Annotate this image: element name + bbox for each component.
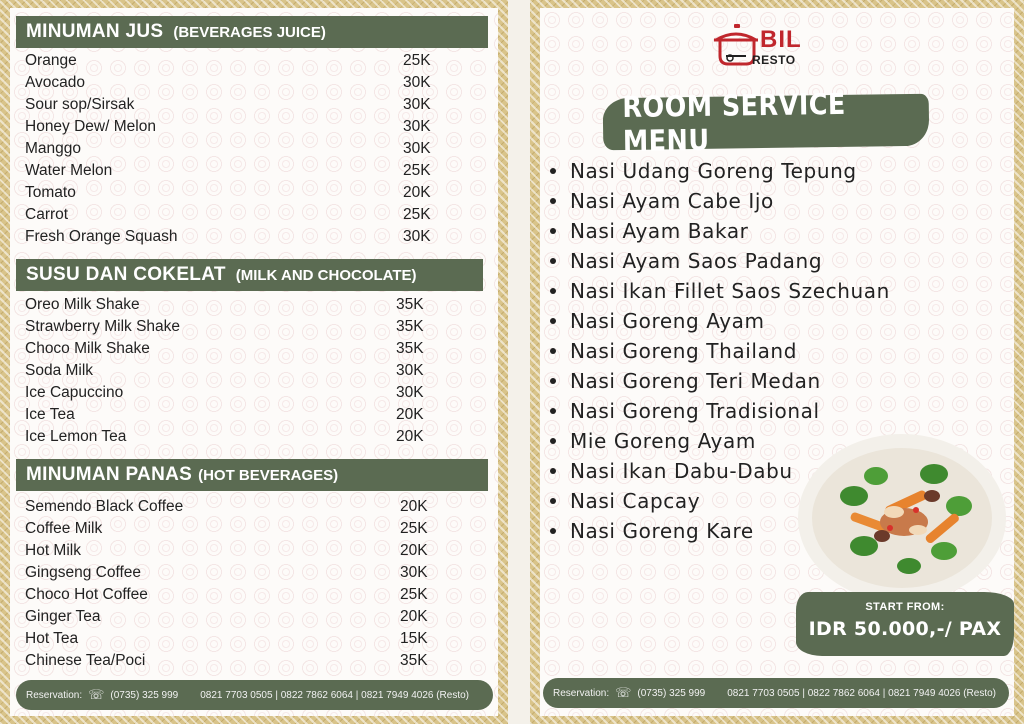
dish-name: Nasi Udang Goreng Tepung bbox=[570, 159, 857, 183]
item-price: 35K bbox=[396, 340, 424, 357]
list-item bbox=[546, 276, 906, 306]
bullet-icon bbox=[550, 468, 556, 474]
section-title: MINUMAN JUS bbox=[26, 21, 164, 42]
section-subtitle: (HOT BEVERAGES) bbox=[198, 466, 339, 484]
dish-photo bbox=[794, 426, 1008, 606]
item-price: 20K bbox=[396, 428, 424, 445]
menu-item bbox=[25, 540, 434, 562]
item-price: 20K bbox=[396, 406, 424, 423]
list-item bbox=[546, 156, 906, 186]
item-price: 30K bbox=[403, 96, 431, 113]
item-price: 25K bbox=[400, 586, 428, 603]
item-price: 30K bbox=[396, 362, 424, 379]
dish-name: Nasi Goreng Thailand bbox=[570, 339, 797, 363]
item-name: Hot Milk bbox=[25, 542, 81, 559]
reservation-footer-right bbox=[543, 678, 1009, 708]
bullet-icon bbox=[550, 498, 556, 504]
landline-number: (0735) 325 999 bbox=[110, 689, 179, 701]
dish-name: Nasi Ikan Dabu-Dabu bbox=[570, 459, 793, 483]
bullet-icon bbox=[550, 318, 556, 324]
list-item bbox=[546, 306, 906, 336]
item-name: Honey Dew/ Melon bbox=[25, 118, 156, 135]
section-subtitle: (MILK AND CHOCOLATE) bbox=[235, 266, 417, 284]
reservation-label: Reservation: bbox=[553, 687, 610, 699]
item-name: Ice Lemon Tea bbox=[25, 428, 127, 445]
dish-name: Nasi Capcay bbox=[570, 489, 701, 513]
item-name: Avocado bbox=[25, 74, 86, 91]
menu-item bbox=[25, 226, 437, 248]
item-name: Choco Hot Coffee bbox=[25, 586, 148, 603]
item-name: Gingseng Coffee bbox=[25, 564, 142, 581]
menu-item bbox=[25, 650, 434, 672]
menu-item bbox=[25, 138, 437, 160]
item-name: Tomato bbox=[25, 184, 76, 201]
menu-item bbox=[25, 360, 430, 382]
item-name: Sour sop/Sirsak bbox=[25, 96, 135, 113]
dish-name: Nasi Ayam Cabe Ijo bbox=[570, 189, 774, 213]
reservation-footer-left bbox=[16, 680, 493, 710]
reservation-label: Reservation: bbox=[26, 689, 83, 701]
dish-name: Nasi Goreng Kare bbox=[570, 519, 754, 543]
item-price: 20K bbox=[400, 542, 428, 559]
start-from-label: START FROM: bbox=[865, 601, 945, 613]
menu-item bbox=[25, 338, 430, 360]
mobile-numbers: 0821 7703 0505 | 0822 7862 6064 | 0821 7949 4026 (Resto) bbox=[727, 687, 997, 699]
price-tag bbox=[796, 592, 1014, 656]
dish-name: Nasi Goreng Teri Medan bbox=[570, 369, 821, 393]
item-price: 35K bbox=[400, 652, 428, 669]
item-price: 30K bbox=[400, 564, 428, 581]
bullet-icon bbox=[550, 198, 556, 204]
menu-item bbox=[25, 628, 434, 650]
menu-item bbox=[25, 182, 437, 204]
price-amount: IDR 50.000,-/ PAX bbox=[808, 618, 1002, 640]
section-header-milk bbox=[16, 259, 483, 291]
item-price: 25K bbox=[403, 206, 431, 223]
menu-item bbox=[25, 160, 437, 182]
item-name: Ice Tea bbox=[25, 406, 75, 423]
item-name: Oreo Milk Shake bbox=[25, 296, 140, 313]
list-item bbox=[546, 246, 906, 276]
item-price: 30K bbox=[396, 384, 424, 401]
bullet-icon bbox=[550, 228, 556, 234]
menu-item bbox=[25, 116, 437, 138]
logo-subtitle: RESTO bbox=[752, 53, 796, 67]
bullet-icon bbox=[550, 438, 556, 444]
menu-item bbox=[25, 496, 434, 518]
page-gutter bbox=[508, 0, 530, 724]
menu-item bbox=[25, 382, 430, 404]
list-item bbox=[546, 216, 906, 246]
bullet-icon bbox=[550, 258, 556, 264]
item-price: 15K bbox=[400, 630, 428, 647]
section-title: SUSU DAN COKELAT bbox=[26, 264, 226, 285]
menu-item bbox=[25, 518, 434, 540]
menu-item bbox=[25, 94, 437, 116]
hot-item-list bbox=[25, 496, 434, 672]
item-price: 35K bbox=[396, 318, 424, 335]
menu-item bbox=[25, 294, 430, 316]
item-price: 35K bbox=[396, 296, 424, 313]
menu-item bbox=[25, 562, 434, 584]
section-header-juice bbox=[16, 16, 488, 48]
list-item bbox=[546, 396, 906, 426]
dish-name: Mie Goreng Ayam bbox=[570, 429, 756, 453]
item-price: 20K bbox=[400, 608, 428, 625]
milk-item-list bbox=[25, 294, 430, 448]
logo-wordmark: BIL bbox=[760, 26, 802, 53]
item-name: Coffee Milk bbox=[25, 520, 103, 537]
item-name: Manggo bbox=[25, 140, 82, 157]
bullet-icon bbox=[550, 348, 556, 354]
item-price: 20K bbox=[400, 498, 428, 515]
item-name: Hot Tea bbox=[25, 630, 79, 647]
item-price: 20K bbox=[403, 184, 431, 201]
bullet-icon bbox=[550, 288, 556, 294]
section-subtitle: (BEVERAGES JUICE) bbox=[173, 23, 326, 41]
item-name: Choco Milk Shake bbox=[25, 340, 150, 357]
item-price: 25K bbox=[403, 162, 431, 179]
bullet-icon bbox=[550, 408, 556, 414]
menu-item bbox=[25, 50, 437, 72]
menu-item bbox=[25, 584, 434, 606]
item-name: Chinese Tea/Poci bbox=[25, 652, 146, 669]
menu-item bbox=[25, 72, 437, 94]
menu-item bbox=[25, 606, 434, 628]
bullet-icon bbox=[550, 528, 556, 534]
section-header-hot bbox=[16, 459, 488, 491]
item-name: Carrot bbox=[25, 206, 69, 223]
item-price: 25K bbox=[403, 52, 431, 69]
room-service-banner bbox=[603, 86, 930, 158]
menu-item bbox=[25, 316, 430, 338]
dish-name: Nasi Ayam Bakar bbox=[570, 219, 749, 243]
dish-name: Nasi Ikan Fillet Saos Szechuan bbox=[570, 279, 890, 303]
dish-name: Nasi Goreng Tradisional bbox=[570, 399, 820, 423]
dish-name: Nasi Ayam Saos Padang bbox=[570, 249, 823, 273]
menu-item bbox=[25, 426, 430, 448]
mobile-numbers: 0821 7703 0505 | 0822 7862 6064 | 0821 7949 4026 (Resto) bbox=[200, 689, 470, 701]
item-name: Ginger Tea bbox=[25, 608, 101, 625]
item-name: Water Melon bbox=[25, 162, 113, 179]
menu-item bbox=[25, 404, 430, 426]
item-name: Semendo Black Coffee bbox=[25, 498, 184, 515]
item-name: Ice Capuccino bbox=[25, 384, 124, 401]
list-item bbox=[546, 186, 906, 216]
item-name: Soda Milk bbox=[25, 362, 94, 379]
phone-icon: ☏ bbox=[88, 687, 105, 702]
item-name: Fresh Orange Squash bbox=[25, 228, 178, 245]
item-price: 30K bbox=[403, 140, 431, 157]
bullet-icon bbox=[550, 168, 556, 174]
dish-name: Nasi Goreng Ayam bbox=[570, 309, 765, 333]
bullet-icon bbox=[550, 378, 556, 384]
menu-item bbox=[25, 204, 437, 226]
list-item bbox=[546, 336, 906, 366]
item-name: Orange bbox=[25, 52, 77, 69]
list-item bbox=[546, 366, 906, 396]
phone-icon: ☏ bbox=[615, 685, 632, 700]
item-name: Strawberry Milk Shake bbox=[25, 318, 181, 335]
juice-item-list bbox=[25, 50, 437, 248]
item-price: 30K bbox=[403, 228, 431, 245]
item-price: 25K bbox=[400, 520, 428, 537]
section-title: MINUMAN PANAS bbox=[26, 464, 193, 485]
landline-number: (0735) 325 999 bbox=[637, 687, 706, 699]
item-price: 30K bbox=[403, 118, 431, 135]
room-service-title: ROOM SERVICE MENU bbox=[622, 86, 847, 158]
item-price: 30K bbox=[403, 74, 431, 91]
